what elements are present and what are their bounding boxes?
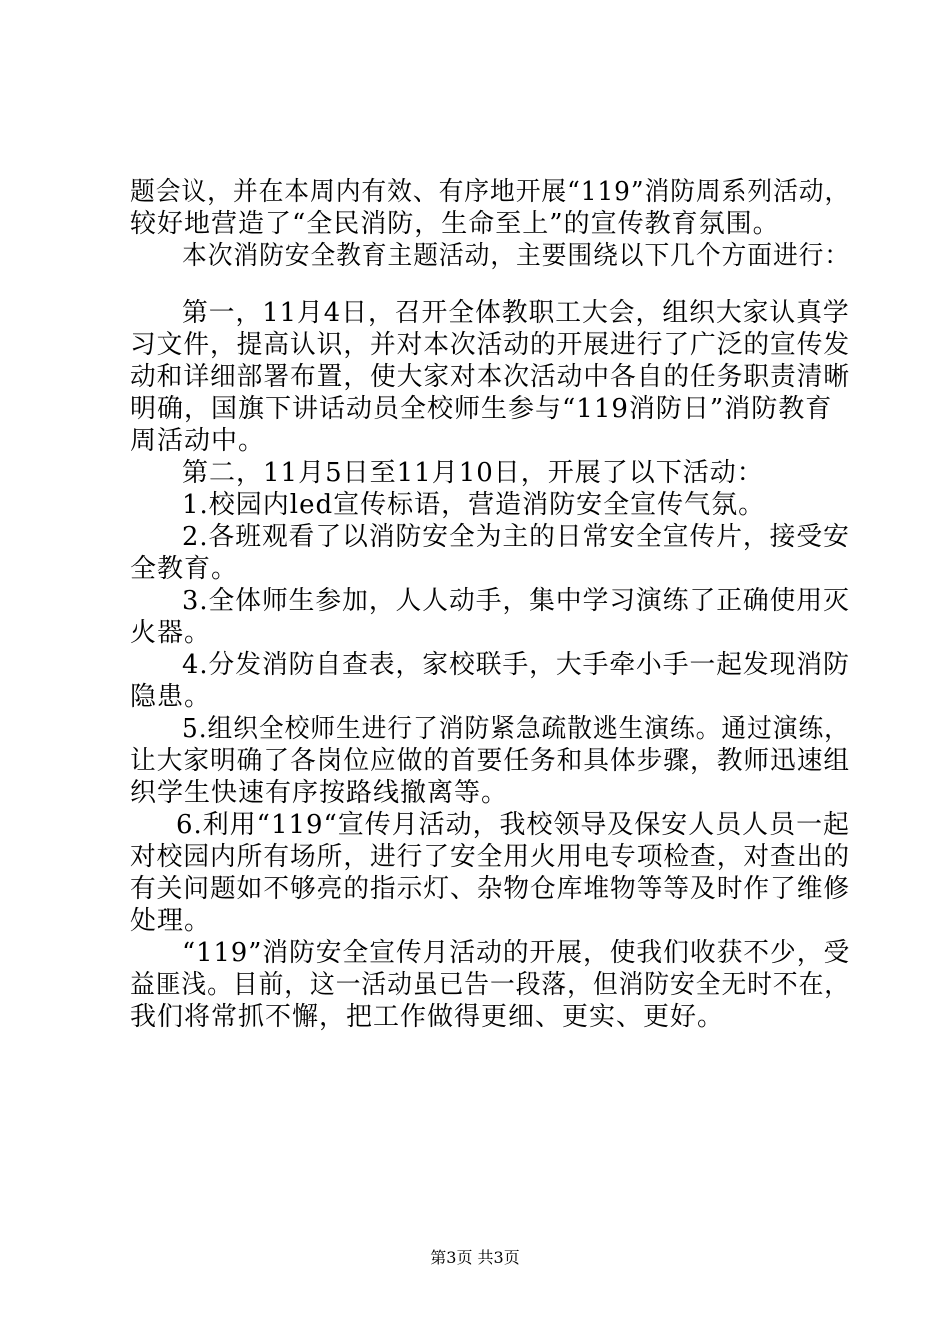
text-line: 明确，国旗下讲话动员全校师生参与“119消防日”消防教育 (130, 394, 833, 424)
text-line: 4.分发消防自查表，家校联手，大手牵小手一起发现消防 (182, 650, 850, 680)
text-line: 动和详细部署布置，使大家对本次活动中各自的任务职责清晰 (130, 362, 851, 392)
text-line: 让大家明确了各岗位应做的首要任务和具体步骤，教师迅速组 (130, 746, 851, 776)
text-line: 周活动中。 (130, 426, 266, 456)
text-line: “119”消防安全宣传月活动的开展，使我们收获不少，受 (182, 938, 851, 968)
text-line: 本次消防安全教育主题活动，主要围绕以下几个方面进行： (182, 241, 851, 271)
text-line: 我们将常抓不懈，把工作做得更细、更实、更好。 (130, 1002, 725, 1032)
page-number-footer: 第3页 共3页 (430, 1248, 520, 1267)
text-line: 处理。 (130, 906, 212, 936)
text-line: 火器。 (130, 618, 212, 648)
text-line: 3.全体师生参加，人人动手，集中学习演练了正确使用灭 (182, 586, 850, 616)
text-line: 习文件，提高认识，并对本次活动的开展进行了广泛的宣传发 (130, 330, 851, 360)
text-line: 5.组织全校师生进行了消防紧急疏散逃生演练。通过演练， (182, 714, 850, 744)
text-line: 2.各班观看了以消防安全为主的日常安全宣传片，接受安 (182, 522, 850, 552)
text-line: 6.利用“119“宣传月活动，我校领导及保安人员人员一起 (176, 810, 851, 840)
text-line: 第二，11月5日至11月10日，开展了以下活动： (182, 458, 764, 488)
text-line: 隐患。 (130, 682, 212, 712)
text-line: 题会议，并在本周内有效、有序地开展“119”消防周系列活动， (130, 177, 851, 207)
text-line: 有关问题如不够亮的指示灯、杂物仓库堆物等等及时作了维修 (130, 874, 851, 904)
text-line: 1.校园内led宣传标语，营造消防安全宣传气氛。 (182, 490, 766, 520)
text-line: 益匪浅。目前，这一活动虽已告一段落，但消防安全无时不在， (130, 970, 851, 1000)
text-line: 织学生快速有序按路线撤离等。 (130, 778, 509, 808)
text-line: 对校园内所有场所，进行了安全用火用电专项检查，对查出的 (130, 842, 851, 872)
text-line: 第一，11月4日，召开全体教职工大会，组织大家认真学 (182, 298, 850, 328)
text-line: 较好地营造了“全民消防，生命至上”的宣传教育氛围。 (130, 209, 780, 239)
text-line: 全教育。 (130, 554, 239, 584)
